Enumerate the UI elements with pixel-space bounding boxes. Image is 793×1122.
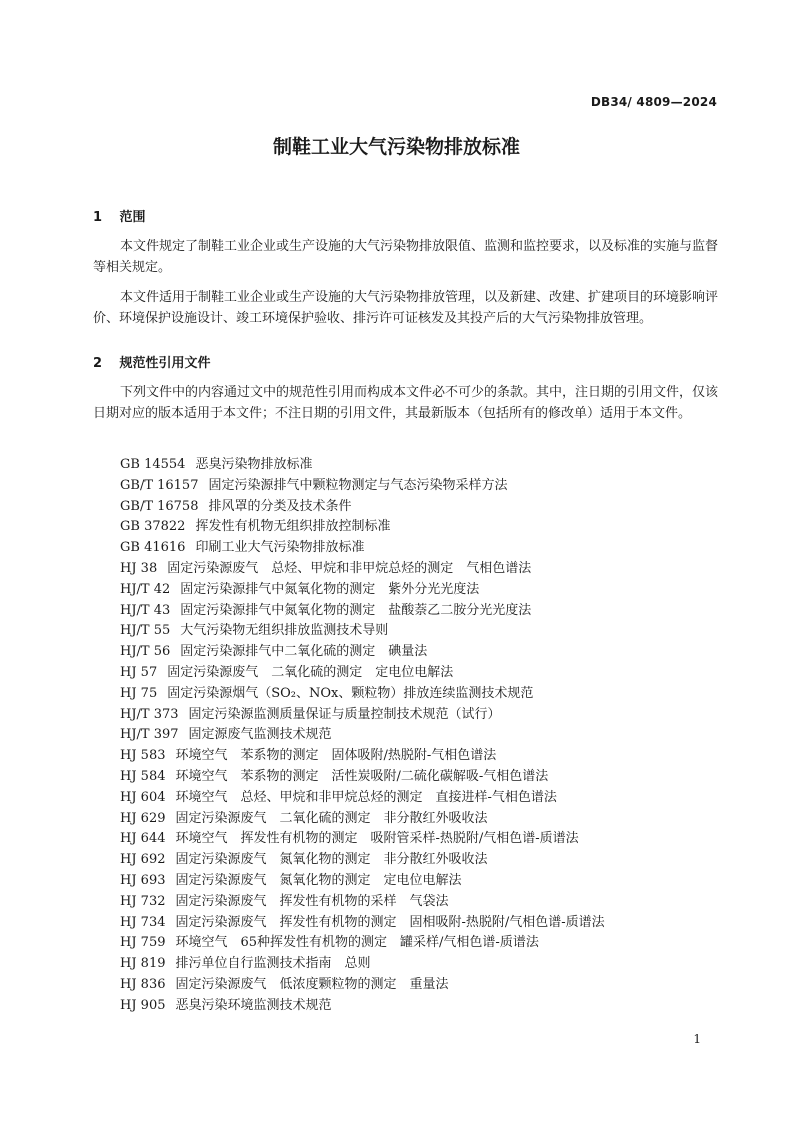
section-1-title: 范围 [119, 210, 146, 225]
reference-code: HJ/T 42 [120, 581, 171, 597]
reference-code: HJ 38 [120, 560, 158, 576]
reference-code: GB 41616 [120, 540, 186, 556]
reference-code: HJ 57 [120, 664, 158, 680]
reference-item [120, 559, 605, 580]
reference-code: HJ 584 [120, 768, 166, 784]
section-2-heading [93, 352, 211, 371]
reference-item [120, 642, 605, 663]
section-1-number: 1 [93, 210, 103, 225]
section-2-title: 规范性引用文件 [119, 356, 211, 371]
reference-item [120, 621, 605, 642]
reference-title: 大气污染物无组织排放监测技术导则 [180, 623, 389, 639]
reference-item [120, 933, 605, 954]
reference-item [120, 954, 605, 975]
reference-title: 固定污染源监测质量保证与质量控制技术规范（试行） [188, 706, 501, 722]
reference-code: HJ 692 [120, 852, 166, 868]
reference-item [120, 497, 605, 518]
reference-title: 环境空气 苯系物的测定 活性炭吸附/二硫化碳解吸-气相色谱法 [175, 768, 549, 784]
reference-code: HJ 759 [120, 935, 166, 951]
reference-title: 印刷工业大气污染物排放标准 [195, 540, 365, 556]
reference-code: HJ 644 [120, 831, 166, 847]
reference-code: HJ 732 [120, 893, 166, 909]
standard-code: DB34/ 4809—2024 [590, 95, 717, 109]
reference-item [120, 829, 605, 850]
reference-title: 固定污染源排气中二氧化硫的测定 碘量法 [180, 644, 428, 660]
reference-code: HJ/T 56 [120, 644, 171, 660]
section-1-paragraph: 本文件规定了制鞋工业企业或生产设施的大气污染物排放限值、监测和监控要求，以及标准的实施与监督等相关规定。 [93, 239, 719, 275]
reference-title: 排风罩的分类及技术条件 [208, 498, 352, 514]
reference-code: HJ 734 [120, 914, 166, 930]
reference-title: 恶臭污染环境监测技术规范 [175, 997, 332, 1013]
reference-code: HJ 819 [120, 956, 166, 972]
reference-code: HJ 629 [120, 810, 166, 826]
reference-code: GB 37822 [120, 519, 186, 535]
reference-title: 固定污染源废气 挥发性有机物的测定 固相吸附-热脱附/气相色谱-质谱法 [175, 914, 605, 930]
reference-item [120, 725, 605, 746]
reference-item [120, 601, 605, 622]
reference-item [120, 788, 605, 809]
reference-list [120, 455, 605, 1017]
reference-title: 环境空气 苯系物的测定 固体吸附/热脱附-气相色谱法 [175, 748, 497, 764]
reference-title: 固定污染源排气中氮氧化物的测定 盐酸萘乙二胺分光光度法 [180, 602, 532, 618]
section-1-heading [93, 206, 146, 225]
reference-title: 排污单位自行监测技术指南 总则 [175, 956, 371, 972]
reference-item [120, 476, 605, 497]
reference-title: 环境空气 总烃、甲烷和非甲烷总烃的测定 直接进样-气相色谱法 [175, 789, 557, 805]
reference-item [120, 767, 605, 788]
reference-item [120, 850, 605, 871]
reference-item [120, 746, 605, 767]
reference-title: 固定污染源废气 低浓度颗粒物的测定 重量法 [175, 976, 449, 992]
reference-item [120, 975, 605, 996]
reference-item [120, 913, 605, 934]
reference-title: 固定污染源废气 挥发性有机物的采样 气袋法 [175, 893, 449, 909]
reference-title: 固定污染源烟气（SO₂、NOx、颗粒物）排放连续监测技术规范 [167, 685, 534, 701]
reference-title: 固定污染源排气中氮氧化物的测定 紫外分光光度法 [180, 581, 480, 597]
reference-code: HJ/T 55 [120, 623, 171, 639]
reference-code: HJ 604 [120, 789, 166, 805]
reference-item [120, 684, 605, 705]
reference-code: HJ 905 [120, 997, 166, 1013]
section-2-intro: 下列文件中的内容通过文中的规范性引用而构成本文件必不可少的条款。其中，注日期的引用文件，仅该日期对应的版本适用于本文件；不注日期的引用文件，其最新版本（包括所有的修改单）适用于本文件。 [93, 385, 719, 421]
reference-item [120, 580, 605, 601]
document-title: 制鞋工业大气污染物排放标准 [272, 136, 520, 158]
reference-item [120, 892, 605, 913]
reference-code: HJ 836 [120, 976, 166, 992]
reference-item [120, 663, 605, 684]
reference-code: HJ 75 [120, 685, 158, 701]
reference-title: 固定污染源废气 二氧化硫的测定 定电位电解法 [167, 664, 454, 680]
reference-title: 固定污染源废气 氮氧化物的测定 定电位电解法 [175, 872, 462, 888]
reference-item [120, 996, 605, 1017]
reference-item [120, 871, 605, 892]
reference-title: 固定污染源废气 总烃、甲烷和非甲烷总烃的测定 气相色谱法 [167, 560, 532, 576]
reference-code: HJ/T 43 [120, 602, 171, 618]
reference-title: 固定污染源排气中颗粒物测定与气态污染物采样方法 [208, 477, 508, 493]
reference-title: 固定污染源废气 二氧化硫的测定 非分散红外吸收法 [175, 810, 488, 826]
reference-code: GB/T 16758 [120, 498, 199, 514]
reference-item [120, 809, 605, 830]
reference-title: 环境空气 65种挥发性有机物的测定 罐采样/气相色谱-质谱法 [175, 935, 539, 951]
reference-item [120, 705, 605, 726]
reference-title: 挥发性有机物无组织排放控制标准 [195, 519, 391, 535]
reference-item [120, 517, 605, 538]
reference-title: 恶臭污染物排放标准 [195, 457, 313, 472]
page-number: 1 [693, 1032, 701, 1046]
section-2-number: 2 [93, 356, 103, 371]
reference-code: HJ 583 [120, 748, 166, 764]
reference-code: GB 14554 [120, 457, 186, 472]
reference-title: 固定污染源废气 氮氧化物的测定 非分散红外吸收法 [175, 852, 488, 868]
reference-title: 固定源废气监测技术规范 [188, 727, 332, 743]
reference-code: GB/T 16157 [120, 477, 199, 493]
reference-item [120, 538, 605, 559]
section-1-paragraph: 本文件适用于制鞋工业企业或生产设施的大气污染物排放管理，以及新建、改建、扩建项目的环境影响评价、环境保护设施设计、竣工环境保护验收、排污许可证核发及其投产后的大气污染物排放管理。 [93, 290, 719, 326]
reference-code: HJ/T 397 [120, 727, 179, 743]
reference-title: 环境空气 挥发性有机物的测定 吸附管采样-热脱附/气相色谱-质谱法 [175, 831, 579, 847]
reference-code: HJ 693 [120, 872, 166, 888]
reference-item [120, 455, 605, 476]
reference-code: HJ/T 373 [120, 706, 179, 722]
